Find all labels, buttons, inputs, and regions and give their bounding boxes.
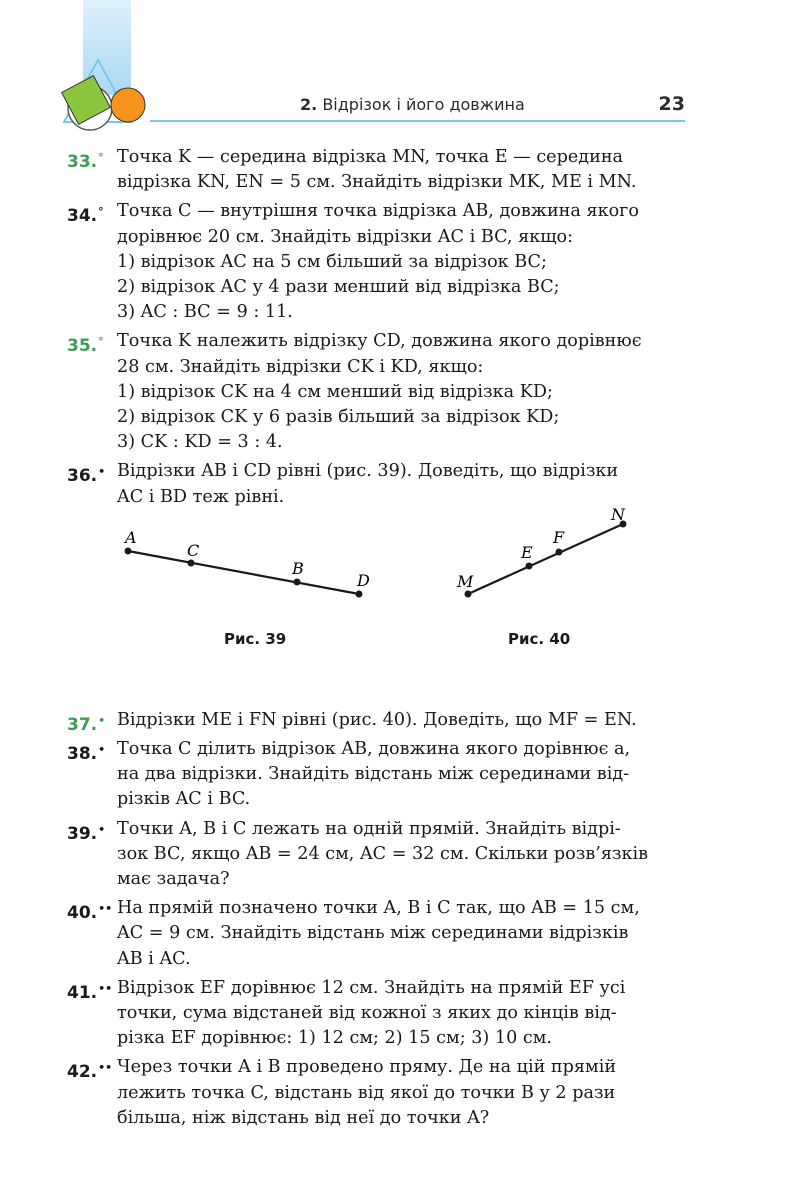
- problem-text-line: дорівнює 20 см. Знайдіть відрізки AC і BC, якщо:: [117, 226, 574, 247]
- problem-text-line: 1) відрізок AC на 5 см більший за відрізок BC;: [117, 251, 547, 272]
- figures: [67, 504, 685, 708]
- problem-number-text: 38.: [67, 744, 98, 765]
- problem-text-line: 3) AC : BC = 9 : 11.: [117, 302, 293, 323]
- problem-text-line: 1) відрізок CK на 4 см менший від відрізка KD;: [117, 381, 553, 402]
- problem: [67, 329, 685, 455]
- problem-number-text: 41.: [67, 982, 98, 1003]
- header-rule: [150, 120, 685, 122]
- problem: [67, 896, 685, 972]
- problem-number: [67, 976, 112, 1006]
- figure-drawings: [67, 504, 685, 708]
- problem-text-line: Точка K — середина відрізка MN, точка E — середина: [117, 147, 624, 167]
- problem-number: [67, 199, 104, 229]
- problem-text-line: на два відрізки. Знайдіть відстань між серединами від-: [117, 764, 630, 785]
- problem-number: [67, 737, 105, 767]
- figure-39: [123, 528, 370, 598]
- problem-text-line: 2) відрізок AC у 4 рази менший від відрізка BC;: [117, 277, 560, 298]
- problem: [67, 737, 685, 813]
- problem-text-line: Точка K належить відрізку CD, довжина якого дорівнює: [117, 331, 642, 352]
- label-d: D: [357, 570, 370, 590]
- label-e: E: [521, 542, 533, 562]
- problem-text-line: Відрізки ME і FN рівні (рис. 40). Доведіть, що MF = EN.: [117, 709, 637, 730]
- difficulty-marker: •: [98, 822, 106, 836]
- problem-number: [67, 329, 104, 359]
- problem-text-line: лежить точка C, відстань від якої до точки B у 2 рази: [117, 1082, 616, 1103]
- problem-text-line: більша, ніж відстань від неї до точки A?: [117, 1107, 490, 1128]
- difficulty-marker: ••: [98, 1061, 113, 1075]
- point-b: [294, 578, 301, 585]
- label-m: M: [457, 571, 474, 591]
- problem-text-line: AC і BD теж рівні.: [117, 486, 285, 507]
- page-number: 23: [658, 93, 685, 115]
- problem-number-text: 35.: [67, 336, 98, 357]
- segment-mn: [468, 524, 623, 594]
- problem-number: [67, 145, 104, 175]
- chapter-title: [300, 95, 525, 114]
- problem-number: [67, 708, 105, 738]
- problem-text-line: Точка C — внутрішня точка відрізка AB, довжина якого: [117, 201, 639, 222]
- problem-number: [67, 459, 105, 489]
- difficulty-marker: •: [98, 713, 106, 727]
- difficulty-marker: °: [98, 205, 104, 219]
- problem: [67, 976, 685, 1052]
- problem-text-line: На прямій позначено точки A, B і C так, що AB = 15 см,: [117, 898, 640, 919]
- problem-list-bottom: [67, 708, 685, 1131]
- label-b: B: [292, 558, 304, 578]
- difficulty-marker: ••: [98, 902, 113, 916]
- problem: [67, 145, 685, 195]
- problem-text-line: Відрізок EF дорівнює 12 см. Знайдіть на прямій EF усі: [117, 977, 626, 998]
- difficulty-marker: •: [98, 465, 106, 479]
- label-a: A: [125, 527, 137, 547]
- problem-text-line: відрізка KN, EN = 5 см. Знайдіть відрізки MK, ME і MN.: [117, 172, 637, 193]
- label-c: C: [187, 540, 200, 560]
- problem-number: [67, 1055, 112, 1085]
- figure-40-caption: Рис. 40: [508, 629, 571, 648]
- problem-text-line: зок BC, якщо AB = 24 см, AC = 32 см. Скільки розв’язків: [117, 843, 649, 864]
- problem-text-line: має задача?: [117, 869, 230, 890]
- difficulty-marker: •: [98, 743, 106, 757]
- point-f: [556, 548, 563, 555]
- problem-number-text: 34.: [67, 206, 98, 227]
- point-m: [465, 590, 472, 597]
- page-header: [60, 88, 685, 122]
- problem-text-line: Точка C ділить відрізок AB, довжина якого дорівнює a,: [117, 739, 631, 760]
- point-e: [526, 562, 533, 569]
- problem: [67, 1055, 685, 1131]
- problem-number-text: 36.: [67, 466, 98, 487]
- problem-list-top: [67, 145, 685, 510]
- point-a: [125, 547, 132, 554]
- problem: [67, 199, 685, 325]
- problem-text-line: Через точки A і B проведено пряму. Де на цій прямій: [117, 1057, 617, 1078]
- problem: [67, 817, 685, 893]
- problem-text-line: різків AC і BC.: [117, 789, 251, 810]
- problem-text-line: AB і AC.: [117, 948, 191, 969]
- problem-text-line: Точки A, B і C лежать на одній прямій. Знайдіть відрі-: [117, 818, 621, 839]
- label-n: N: [611, 504, 625, 524]
- problems-content: [67, 145, 685, 1135]
- label-f: F: [553, 527, 565, 547]
- difficulty-marker: °: [98, 151, 104, 164]
- point-c: [188, 559, 195, 566]
- problem-number-text: 40.: [67, 903, 98, 924]
- chapter-number: 2.: [300, 95, 318, 114]
- point-d: [356, 590, 363, 597]
- segment-ad: [128, 551, 359, 594]
- problem-number-text: 37.: [67, 714, 98, 735]
- difficulty-marker: °: [98, 335, 104, 349]
- figure-39-caption: Рис. 39: [224, 629, 287, 648]
- problem-number-text: 42.: [67, 1062, 98, 1083]
- problem-text-line: різка EF дорівнює: 1) 12 см; 2) 15 см; 3) 10 см.: [117, 1028, 552, 1049]
- problem-text-line: 28 см. Знайдіть відрізки CK і KD, якщо:: [117, 356, 484, 377]
- figure-40: [456, 505, 627, 598]
- problem: [67, 708, 685, 733]
- problem-text-line: точки, сума відстаней від кожної з яких до кінців від-: [117, 1003, 617, 1024]
- problem-number: [67, 817, 105, 847]
- problem-text-line: 3) CK : KD = 3 : 4.: [117, 432, 283, 453]
- chapter-name: Відрізок і його довжина: [322, 95, 525, 114]
- problem: [67, 459, 685, 509]
- problem-text-line: Відрізки AB і CD рівні (рис. 39). Доведіть, що відрізки: [117, 461, 619, 482]
- problem-text-line: 2) відрізок CK у 6 разів більший за відрізок KD;: [117, 407, 560, 428]
- problem-number-text: 33.: [67, 152, 98, 172]
- difficulty-marker: ••: [98, 981, 113, 995]
- problem-number-text: 39.: [67, 823, 98, 844]
- problem-text-line: AC = 9 см. Знайдіть відстань між серединами відрізків: [117, 923, 629, 944]
- problem-number: [67, 896, 112, 926]
